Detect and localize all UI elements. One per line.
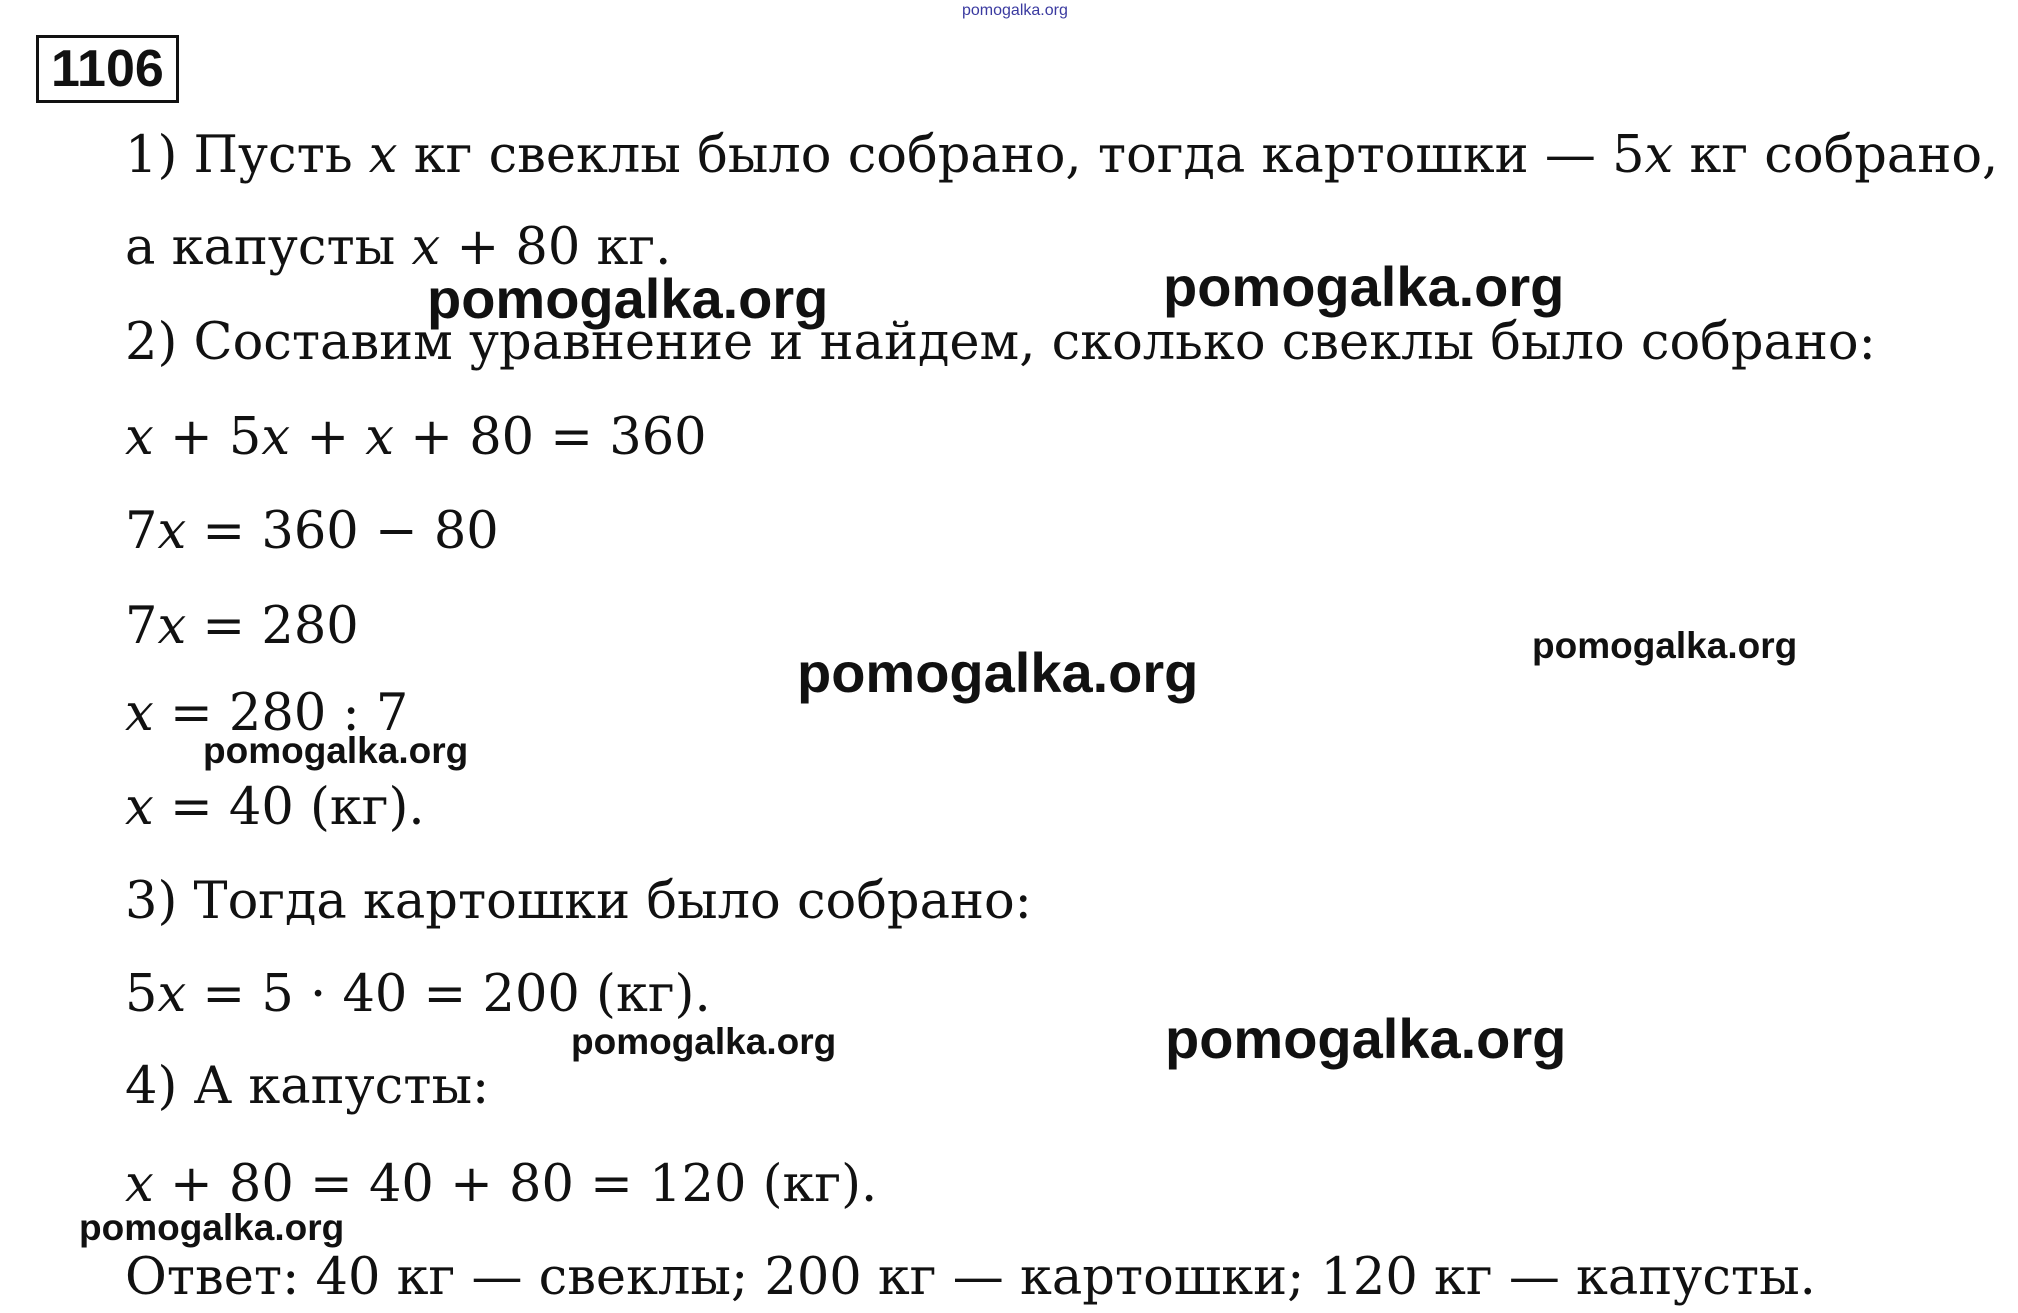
solution-line-2: а капусты 𝑥 + 80 кг. [125, 218, 672, 277]
solution-line-1: 1) Пусть 𝑥 кг свеклы было собрано, тогда картошки — 5𝑥 кг собрано, [125, 126, 1999, 185]
solution-line-5: 4) А капусты: [125, 1057, 490, 1116]
watermark-3: pomogalka.org [797, 641, 1199, 704]
answer-line: Ответ: 40 кг — свеклы; 200 кг — картошки; 120 кг — капусты. [125, 1248, 1816, 1307]
watermark-6: pomogalka.org [571, 1021, 837, 1062]
solution-line-4: 3) Тогда картошки было собрано: [125, 872, 1032, 931]
watermark-top: pomogalka.org [962, 2, 1068, 19]
equation-line-7: 𝑥 + 80 = 40 + 80 = 120 (кг). [125, 1155, 878, 1214]
solution-line-3: 2) Составим уравнение и найдем, сколько свеклы было собрано: [125, 313, 1876, 372]
equation-line-6: 5𝑥 = 5 · 40 = 200 (кг). [125, 965, 711, 1024]
equation-line-4: 𝑥 = 280 : 7 [125, 684, 409, 743]
equation-line-3: 7𝑥 = 280 [125, 597, 359, 656]
problem-number-box: 1106 [36, 35, 179, 103]
watermark-5: pomogalka.org [203, 730, 469, 771]
watermark-4: pomogalka.org [1532, 625, 1798, 666]
equation-line-1: 𝑥 + 5𝑥 + 𝑥 + 80 = 360 [125, 408, 707, 467]
equation-line-5: 𝑥 = 40 (кг). [125, 778, 425, 837]
equation-line-2: 7𝑥 = 360 − 80 [125, 502, 499, 561]
watermark-2: pomogalka.org [1163, 255, 1565, 318]
watermark-7: pomogalka.org [1165, 1007, 1567, 1070]
watermark-8: pomogalka.org [79, 1207, 345, 1248]
watermark-1: pomogalka.org [427, 267, 829, 330]
